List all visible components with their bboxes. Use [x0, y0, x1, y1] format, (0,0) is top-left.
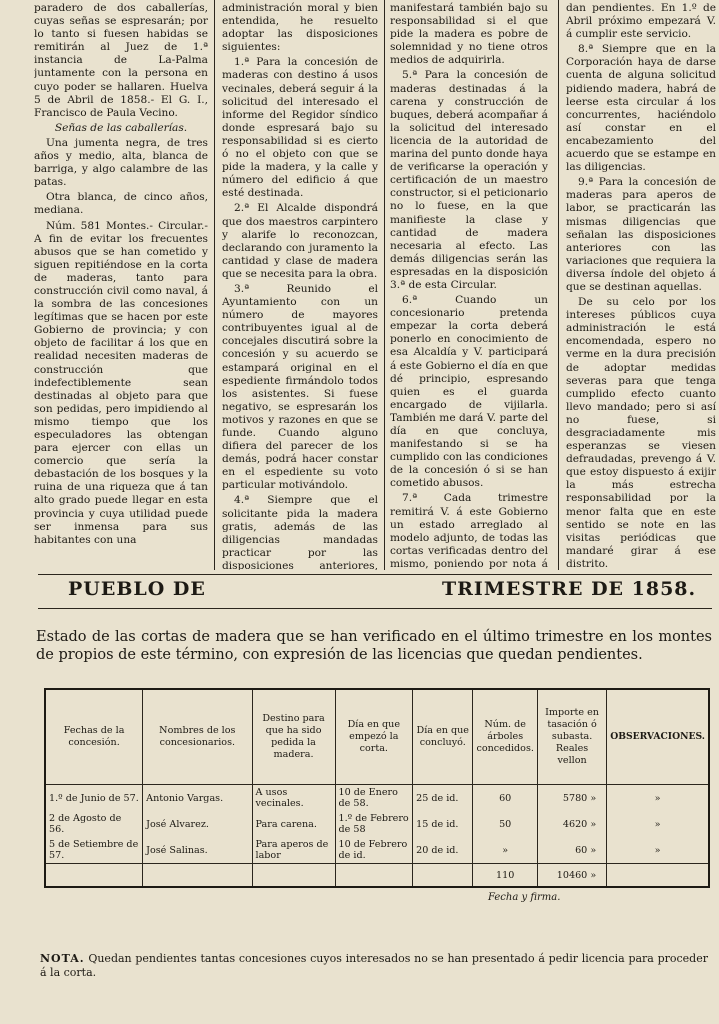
- column-header: Núm. de árboles concedidos.: [473, 689, 537, 785]
- paragraph: De su celo por los intereses públicos cuya administración le está encomendada, espero no verme en la dura precisión de adoptar medidas severas para que tenga cumplido efecto cuanto llevo mandado; pero si así no fuese, si desgraciadamente mis esperanzas se viesen defraudadas, prevengo á V. que estoy dispuesto á exijir la más estrecha responsabilidad por la menor falta que en este sentido se note en las visitas periódicas que mandaré girar á ese distrito.: [566, 296, 716, 570]
- column-divider: [558, 0, 559, 570]
- cell: José Alvarez.: [143, 811, 252, 837]
- cell: Antonio Vargas.: [143, 785, 252, 812]
- cell: [252, 864, 335, 888]
- cell: 15 de id.: [413, 811, 473, 837]
- table-row: [45, 837, 709, 864]
- column-3: [390, 2, 548, 570]
- total-importe: 10460 »: [537, 864, 606, 888]
- cell: »: [607, 837, 709, 864]
- paragraph: Una jumenta negra, de tres años y medio, alta, blanca de barriga, y algo calambre de las patas.: [34, 136, 208, 189]
- cell: 1.º de Febrero de 58: [335, 811, 413, 837]
- paragraph: 5.ª Para la concesión de maderas destinadas á la carena y construcción de buques, deberá acompañar á la solicitud del interesado licencia de la autoridad de marina del punto donde haya de verificarse la operación y certificación de un maestro constructor, si el peticionario no lo fuese, en la que manifieste la clase y cantidad de madera necesaria al efecto. Las demás diligencias serán las espresadas en la disposición 3.ª de esta Circular.: [390, 69, 548, 291]
- paragraph: 7.ª Cada trimestre remitirá V. á este Gobierno un estado arreglado al modelo adjunto, de todas las cortas verificadas dentro del mismo, poniendo por nota á: [390, 492, 548, 570]
- divider: [38, 574, 712, 575]
- cell: 50: [473, 811, 537, 837]
- form-heading: [0, 572, 719, 622]
- table-header-row: [45, 689, 709, 785]
- column-2: [222, 2, 378, 570]
- column-4: [566, 2, 716, 570]
- paragraph: 4.ª Siempre que el solicitante pida la madera gratis, además de las diligencias mandadas practicar por las disposiciones anteriores,: [222, 494, 378, 570]
- cell: 10 de Enero de 58.: [335, 785, 413, 812]
- cell: Para carena.: [252, 811, 335, 837]
- cell: 25 de id.: [413, 785, 473, 812]
- cell: 4620 »: [537, 811, 606, 837]
- column-header: Nombres de los concesionarios.: [143, 689, 252, 785]
- cell: 20 de id.: [413, 837, 473, 864]
- paragraph: 8.ª Siempre que en la Corporación haya de darse cuenta de alguna solicitud pidiendo madera, habrá de leerse esta circular á los concurrentes, haciéndolo así constar en el encabezamiento del acuerdo que se estampe en las diligencias.: [566, 43, 716, 174]
- cell: [413, 864, 473, 888]
- nota-label: NOTA.: [40, 952, 85, 965]
- cell: 5 de Setiembre de 57.: [49, 839, 139, 861]
- column-header: Día en que empezó la corta.: [335, 689, 413, 785]
- nota-text: Quedan pendientes tantas concesiones cuyos interesados no se han presentado á pedir licencia para proceder á la corta.: [40, 952, 708, 979]
- cortas-table: [44, 688, 710, 888]
- cell: 2 de Agosto de 56.: [49, 813, 122, 835]
- table-row: [45, 811, 709, 837]
- total-arboles: 110: [473, 864, 537, 888]
- signature-line: Fecha y firma.: [488, 892, 561, 903]
- paragraph: 2.ª El Alcalde dispondrá que dos maestros carpintero y alarife lo reconozcan, declarando con juramento la cantidad y clase de madera que se necesita para la obra.: [222, 202, 378, 280]
- paragraph: 6.ª Cuando un concesionario pretenda empezar la corta deberá ponerlo en conocimiento de esa Alcaldía y V. participará á este Gobierno el día en que dé principio, espresando quien es el guarda encargado de vijilarla. También me dará V. parte del día en que concluya, manifestando si se ha cumplido con las condiciones de la concesión ó si se han cometido abusos.: [390, 294, 548, 490]
- column-header: OBSERVACIONES.: [607, 689, 709, 785]
- cell: [335, 864, 413, 888]
- paragraph: dan pendientes. En 1.º de Abril próximo empezará V. á cumplir este servicio.: [566, 2, 716, 41]
- column-header: Importe en tasación ó subasta. Reales vellon: [537, 689, 606, 785]
- heading-pueblo: PUEBLO DE: [68, 578, 206, 600]
- cell: 60: [473, 785, 537, 812]
- cell: [143, 864, 252, 888]
- column-divider: [214, 0, 215, 570]
- cell: [45, 864, 143, 888]
- column-header: Fechas de la concesión.: [45, 689, 143, 785]
- column-divider: [384, 0, 385, 570]
- cell: Para aperos de labor: [252, 837, 335, 864]
- totals-row: [45, 864, 709, 888]
- cell: [607, 864, 709, 888]
- column-header: Día en que concluyó.: [413, 689, 473, 785]
- paragraph: Otra blanca, de cinco años, mediana.: [34, 191, 208, 217]
- column-header: Destino para que ha sido pedida la madera.: [252, 689, 335, 785]
- footnote: [40, 952, 708, 980]
- heading-trimestre: TRIMESTRE DE 1858.: [442, 578, 697, 600]
- paragraph: administración moral y bien entendida, he resuelto adoptar las disposiciones siguientes:: [222, 2, 378, 54]
- cell: »: [473, 837, 537, 864]
- divider: [38, 608, 712, 609]
- paragraph: paradero de dos caballerías, cuyas señas se espresarán; por lo tanto si fuesen habidas se remitirán al Juez de 1.ª instancia de La-Palma juntamente con la persona en cuyo poder se hallaren. Huelva 5 de Abril de 1858.- El G. I., Francisco de Paula Vecino.: [34, 2, 208, 119]
- column-1: [34, 2, 208, 570]
- table-row: [45, 785, 709, 812]
- cell: 1.º de Junio de 57.: [49, 792, 139, 804]
- paragraph: Núm. 581 Montes.- Circular.- A fin de evitar los frecuentes abusos que se han cometido y siguen repitiéndose en la corta de maderas, tanto para construcción civil como naval, á la sombra de las concesiones legítimas que se hacen por este Gobierno de provincia; y con objeto de facilitar á los que en realidad necesiten maderas de construcción que indefectiblemente sean destinadas al objeto para que son pedidas, pero impidiendo al mismo tiempo que los especuladores las obtengan para ejercer con ellas un comercio que sería la debastación de los bosques y la ruina de una riqueza que á tan alto grado puede llegar en esta provincia y cuya utilidad puede ser inmensa para sus habitantes con una: [34, 219, 208, 546]
- cell: 5780 »: [537, 785, 606, 812]
- paragraph: manifestará también bajo su responsabilidad si el que pide la madera es pobre de solemnidad y no tiene otros medios de adquirirla.: [390, 2, 548, 67]
- subheading: Señas de las caballerías.: [54, 121, 188, 134]
- paragraph: 3.ª Reunido el Ayuntamiento con un número de mayores contribuyentes igual al de concejales discutirá sobre la concesión y su acuerdo se estampará original en el espediente firmándolo todos los asistentes. Si fuese negativo, se espresarán los motivos y razones en que se funde. Cuando alguno difiera del parecer de los demás, podrá hacer constar en el espediente su voto particular motivándolo.: [222, 282, 378, 492]
- cell: A usos vecinales.: [252, 785, 335, 812]
- cell: »: [607, 811, 709, 837]
- cell: 60 »: [537, 837, 606, 864]
- paragraph: 1.ª Para la concesión de maderas con destino á usos vecinales, deberá seguir á la solicitud del interesado el informe del Regidor síndico donde espresará bajo su responsabilidad si es cierto ó no el objeto con que se pide la madera, y la calle y número del edificio á que esté destinada.: [222, 56, 378, 200]
- cell: 10 de Febrero de id.: [335, 837, 413, 864]
- paragraph: 9.ª Para la concesión de maderas para aperos de labor, se practicarán las mismas diligencias que señalan las disposiciones anteriores con las variaciones que requiera la diversa índole del objeto á que se destinan aquellas.: [566, 176, 716, 293]
- cell: »: [607, 785, 709, 812]
- estado-title: Estado de las cortas de madera que se han verificado en el último trimestre en los montes de propios de este término, con expresión de las licencias que quedan pendientes.: [36, 629, 712, 663]
- cell: José Salinas.: [143, 837, 252, 864]
